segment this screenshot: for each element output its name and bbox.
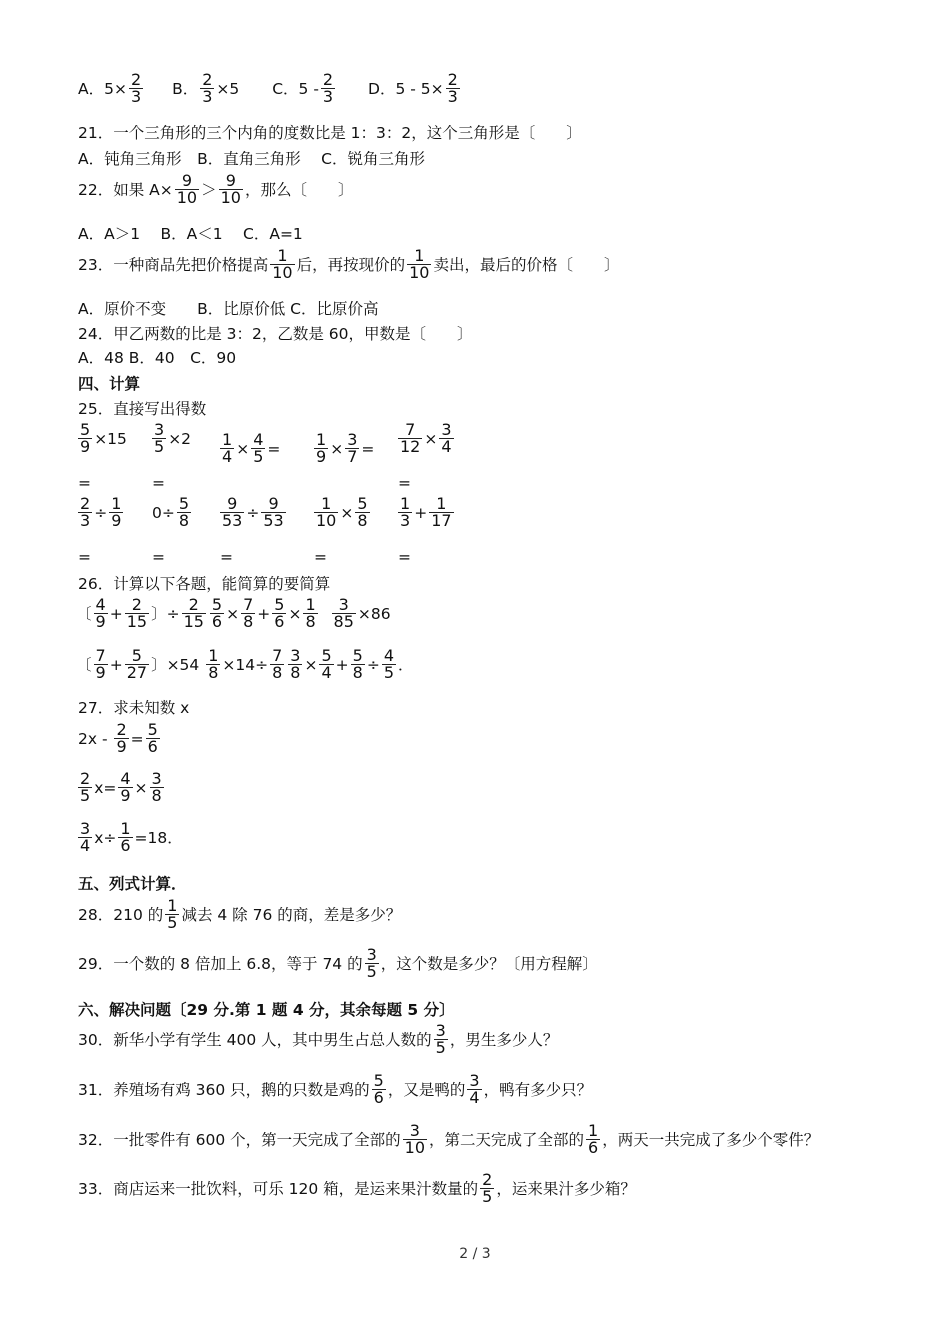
q27-title: 27．求未知数 x [78,699,190,717]
q24-options: A．48 B．40 C．90 [78,349,237,367]
q28-text: 28．210 的 $\frac{1}{5}$ 减去 4 除 76 的商，差是多少？ [78,896,402,932]
q26-title: 26．计算以下各题，能简算的要简算 [78,575,331,593]
q27-equation-3: $\frac{3}{4}$ x÷ $\frac{1}{6}$ =18． [80,819,183,855]
q21-options: A．钝角三角形 B．直角三角形 C．锐角三角形 [78,150,425,168]
q32-text: 32．一批零件有 600 个，第一天完成了全部的 $\frac{3}{10}$ ，第二天完成了全部的 $\frac{1}{6}$ ，两天一共完成了多少个零件？ [78,1121,820,1157]
fraction: $\frac{9}{10}$ [220,171,241,207]
q23-text: 23．一种商品先把价格提高 $\frac{1}{10}$ 后，再按现价的 $\frac{1}{10}$ 卖出，最后的价格〔 〕 [78,246,620,282]
q24-text: 24．甲乙两数的比是 3：2，乙数是 60，甲数是〔 〕 [78,325,473,343]
equals-sign: = [152,474,165,492]
section-heading-6: 六、解决问题〔29 分.第 1 题 4 分，其余每题 5 分〕 [78,1001,455,1019]
q21-text: 21．一个三角形的三个内角的度数比是 1：3：2，这个三角形是〔 〕 [78,124,582,142]
q31-text: 31．养殖场有鸡 360 只，鹅的只数是鸡的 $\frac{5}{6}$ ，又是鸭的 $\frac{3}{4}$ ，鸭有多少只？ [78,1071,593,1107]
q23-options: A．原价不变 B．比原价低 C．比原价高 [78,300,379,318]
q25-title: 25．直接写出得数 [78,400,207,418]
q27-equation-1: 2x - $\frac{2}{9}$ = $\frac{5}{6}$ [78,720,158,756]
q30-text: 30．新华小学有学生 400 人，其中男生占总人数的 $\frac{3}{5}$ ，男生多少人？ [78,1021,559,1057]
fraction: $\frac{2}{3}$ [322,70,334,106]
q25-item: 0÷ $\frac{5}{8}$ [152,494,190,530]
q22-text: 22．如果 A× $\frac{9}{10}$ ＞ $\frac{9}{10}$ ，那么〔 〕 [78,171,354,207]
q33-text: 33．商店运来一批饮料，可乐 120 箱，是运来果汁数量的 $\frac{2}{5}$ ，运来果汁多少箱？ [78,1170,636,1206]
fraction: $\frac{2}{3}$ [130,70,142,106]
equals-sign: = [78,548,91,566]
q25-item: $\frac{1}{4}$ × $\frac{4}{5}$ = [222,430,281,466]
fraction: $\frac{2}{3}$ [202,70,213,106]
q25-item: $\frac{7}{12}$ × $\frac{3}{4}$ [400,420,452,456]
section-heading-4: 四、计算 [78,375,141,393]
q25-item: $\frac{1}{9}$ × $\frac{3}{7}$ = [316,430,375,466]
q29-text: 29．一个数的 8 倍加上 6.8，等于 74 的 $\frac{3}{5}$ ，这个数是多少？〔用方程解〕 [78,945,598,981]
equals-sign: = [314,548,327,566]
q25-item: $\frac{3}{5}$ ×2 [154,420,192,456]
equals-sign: = [78,474,91,492]
q25-item: $\frac{1}{10}$ × $\frac{5}{8}$ [316,494,368,530]
q26-line-2: 〔 $\frac{7}{9}$ + $\frac{5}{27}$ 〕×54 $\frac{1}{8}$ ×14÷ $\frac{7}{8}$ $\frac{3}{8}$ × $\frac{5}{4}$ + $\frac{5}{8}$ ÷ $\frac{4}{5}$ ． [76,646,414,682]
q20-options: A．5× $\frac{2}{3}$ B． $\frac{2}{3}$ ×5 C．5 - $\frac{2}{3}$ D．5 - 5× $\frac{2}{3}$ [78,70,458,106]
fraction: $\frac{1}{10}$ [272,246,293,282]
section-heading-5: 五、列式计算． [78,875,187,893]
q25-item: $\frac{2}{3}$ ÷ $\frac{1}{9}$ [80,494,122,530]
equals-sign: = [398,474,411,492]
fraction: $\frac{1}{10}$ [409,246,430,282]
q27-equation-2: $\frac{2}{5}$ x= $\frac{4}{9}$ × $\frac{3}{8}$ [80,769,162,805]
q25-item: $\frac{5}{9}$ ×15 [80,420,127,456]
equals-sign: = [398,548,411,566]
q25-item: $\frac{9}{53}$ ÷ $\frac{9}{53}$ [222,494,284,530]
fraction: $\frac{2}{3}$ [447,70,458,106]
equals-sign: = [152,548,165,566]
q22-options: A．A＞1 B．A＜1 C．A=1 [78,225,303,243]
page-number: 2 / 3 [459,1246,491,1262]
q26-line-1: 〔 $\frac{4}{9}$ + $\frac{2}{15}$ 〕÷ $\frac{2}{15}$ $\frac{5}{6}$ × $\frac{7}{8}$ + $\frac{5}{6}$ × $\frac{1}{8}$ $\frac{3}{85}$ ×86 [76,595,391,631]
q25-item: $\frac{1}{3}$ + $\frac{1}{17}$ [400,494,452,530]
equals-sign: = [220,548,233,566]
fraction: $\frac{9}{10}$ [176,171,198,207]
